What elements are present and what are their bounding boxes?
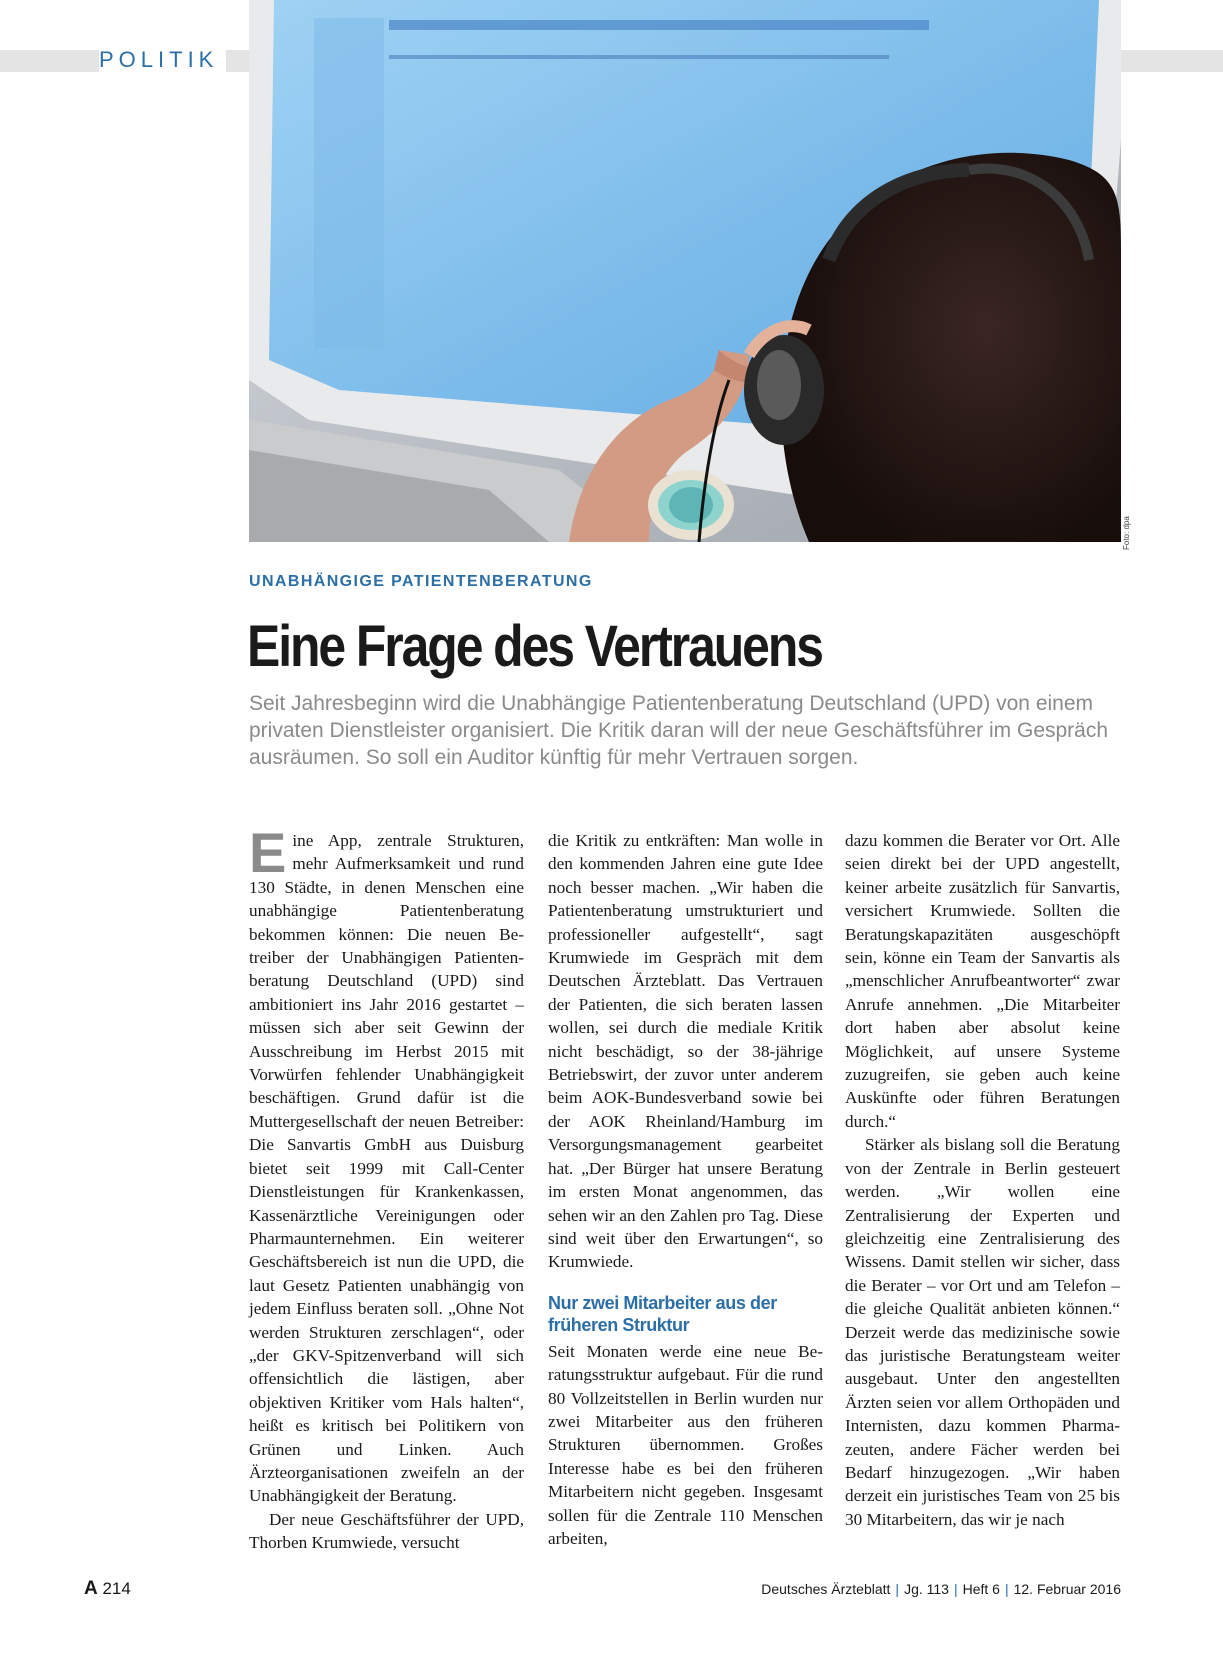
paragraph: die Kritik zu entkräften: Man wolle in den kommenden Jahren eine gute Idee noch besser machen. „Wir haben die Patientenberatung umstrukturiert und professioneller aufgestellt“, sagt Krumwiede im Gespräch mit dem Deutschen Ärzteblatt. Das Vertrauen der Patienten, die sich beraten lassen wollen, sei durch die mediale Kritik nicht beschädigt, so der 38-jährige Betriebswirt, der zuvor unter anderem beim AOK-Bundesverband sowie bei der AOK Rheinland/Hamburg im Versorgungsmanagement gearbeitet hat. „Der Bürger hat unsere Beratung im ersten Monat angenommen, das sehen wir an den Zahlen pro Tag. Diese sind weit über den Erwartungen“, so Krumwiede. xyxy=(548,831,823,1272)
article-headline: Eine Frage des Vertrauens xyxy=(247,614,822,679)
page-prefix: A xyxy=(84,1578,98,1599)
section-label: POLITIK xyxy=(99,46,226,74)
issue-date: 12. Februar 2016 xyxy=(1013,1581,1121,1597)
publication-info xyxy=(761,1581,1121,1597)
journal-name: Deutsches Ärzteblatt xyxy=(761,1581,891,1597)
photo-credit: Foto: dpa xyxy=(1122,516,1131,550)
text-column-3 xyxy=(845,829,1120,1531)
journal-volume: Jg. 113 xyxy=(904,1581,949,1597)
paragraph: Der neue Geschäftsführer der UPD, Thorben Krumwiede, versucht xyxy=(249,1509,524,1553)
paragraph: Seit Monaten werde eine neue Beratungsstruktur aufgebaut. Für die rund 80 Vollzeitstellen in Berlin wurden nur zwei Mitarbeiter aus den früheren Strukturen übernommen. Großes Interesse habe es bei den früheren Mitarbeitern nicht gegeben. Insgesamt sollen für die Zentrale 110 Menschen arbeiten, xyxy=(548,1341,823,1548)
article-lead: Seit Jahresbeginn wird die Unabhängige Patientenberatung Deutschland (UPD) von einem privaten Dienstleister organisiert. Die Kritik daran will der neue Geschäftsführer im Gespräch ausräumen. So soll ein Auditor künftig für mehr Vertrauen sorgen. xyxy=(249,692,1109,769)
paragraph xyxy=(249,821,524,1508)
section-subheading: Nur zwei Mitarbeiter aus der früheren Struktur xyxy=(548,1292,777,1335)
drop-cap: E xyxy=(249,821,287,884)
separator: | xyxy=(953,1581,958,1597)
text-column-1 xyxy=(249,821,524,1555)
paragraph: Stärker als bislang soll die Beratung von der Zentrale in Berlin gesteuert werden. „Wir wollen eine Zentralisierung der Experten und gleichzeitig eine Zentralisierung des Wissens. Damit stellen wir sicher, dass die Berater – vor Ort und am Telefon – die gleiche Qualität anbieten können.“ Derzeit werde das medizinische sowie das juristische Beratungsteam weiter ausgebaut. Unter den angestellten Ärzten seien vor allem Orthopäden und Internisten, dazu kommen Pharmazeuten, andere Fächer werden bei Bedarf hinzugezogen. „Wir haben derzeit ein juristisches Team von 25 bis 30 Mitarbeitern, das wir je nach xyxy=(845,1135,1120,1529)
article-kicker: UNABHÄNGIGE PATIENTENBERATUNG xyxy=(249,573,593,590)
page-number xyxy=(84,1578,131,1600)
page-number-value: 214 xyxy=(102,1579,131,1598)
separator: | xyxy=(895,1581,900,1597)
journal-issue: Heft 6 xyxy=(962,1581,1000,1597)
separator: | xyxy=(1004,1581,1009,1597)
paragraph: dazu kommen die Berater vor Ort. Alle seien direkt bei der UPD angestellt, keiner arbeite zusätzlich für Sanvartis, versichert Krumwiede. Sollten die Beratungskapazitäten ausgeschöpft sein, könne ein Team der Sanvartis als „menschlicher Anrufbeantworter“ zwar Anrufe annehmen. „Die Mitarbeiter dort haben aber absolut keine Möglichkeit, auf unsere Systeme zuzugreifen, sie geben auch keine Auskünfte oder führen Beratungen durch.“ xyxy=(845,831,1120,1131)
paragraph-text: ine App, zentrale Strukturen, mehr Aufmerksamkeit und rund 130 Städte, in denen Menschen eine unabhängige Patientenberatung bekommen können: Die neuen Betreiber der Unabhängigen Patientenberatung Deutschland (UPD) sind ambitioniert ins Jahr 2016 gestartet – müssen sich aber seit Gewinn der Ausschreibung im Herbst 2015 mit Vorwürfen fehlender Unabhängigkeit beschäftigen. Grund dafür ist die Muttergesellschaft der neuen Betreiber: Die Sanvartis GmbH aus Duisburg bietet seit 1999 mit Call-Center Dienstleistungen für Krankenkassen, Kassenärztliche Vereinigungen oder Pharmaunternehmen. Ein weiterer Geschäftsbereich ist nun die UPD, die laut Gesetz Patienten unabhängig von jedem Einfluss beraten soll. „Ohne Not werden Strukturen zerschlagen“, oder „der GKV-Spitzenverband will sich offensichtlich die lästigen, aber objektiven Kritiker vom Hals halten“, heißt es kritisch bei Politikern von Grünen und Linken. Auch Ärzteorganisationen zweifeln an der Unabhängigkeit der Beratung. xyxy=(249,831,524,1506)
article-photo xyxy=(249,0,1121,542)
text-column-2 xyxy=(548,829,823,1550)
